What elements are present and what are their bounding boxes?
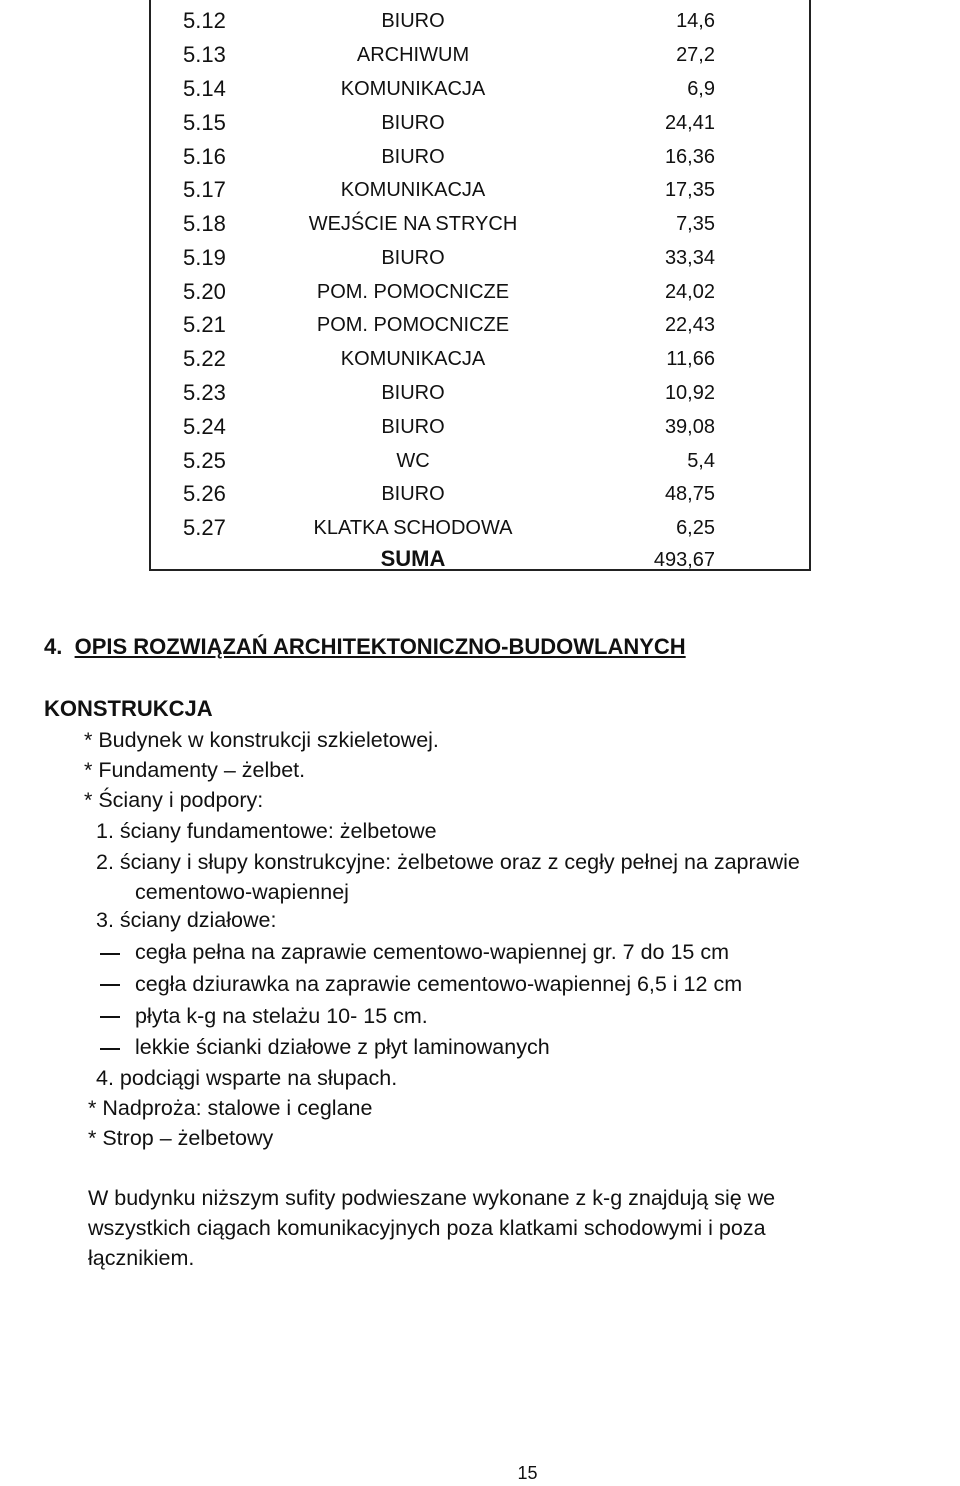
rooms-table [149, 0, 811, 571]
room-name: KOMUNIKACJA [340, 179, 486, 201]
table-row [151, 275, 809, 309]
text-line: * Budynek w konstrukcji szkieletowej. [84, 728, 439, 752]
room-area: 6,9 [687, 78, 715, 100]
room-area: 6,25 [676, 517, 715, 539]
paragraph-line: W budynku niższym sufity podwieszane wykonane z k-g znajdują się we [88, 1186, 776, 1210]
room-name: BIURO [381, 10, 445, 32]
room-number: 5.16 [183, 144, 226, 169]
sub-list-item: cegła pełna na zaprawie cementowo-wapiennej gr. 7 do 15 cm [135, 940, 730, 964]
table-row [151, 308, 809, 342]
room-name: KOMUNIKACJA [340, 348, 486, 370]
room-area: 17,35 [664, 179, 715, 201]
room-number: 5.14 [183, 76, 226, 101]
room-name: KOMUNIKACJA [340, 78, 486, 100]
section-title: OPIS ROZWIĄZAŃ ARCHITEKTONICZNO-BUDOWLANYCH [74, 634, 686, 659]
page-number: 15 [517, 1463, 538, 1483]
room-area: 5,4 [687, 450, 715, 472]
list-item: 3. ściany działowe: [96, 908, 277, 932]
room-name: BIURO [381, 146, 445, 168]
sub-list-item: płyta k-g na stelażu 10- 15 cm. [135, 1004, 428, 1028]
dash-bullet-icon [100, 984, 120, 986]
room-area: 7,35 [676, 213, 715, 235]
room-number: 5.24 [183, 414, 226, 439]
table-row [151, 4, 809, 38]
sub-list-item: cegła dziurawka na zaprawie cementowo-wapiennej 6,5 i 12 cm [135, 972, 743, 996]
room-area: 24,41 [664, 112, 715, 134]
table-row [151, 72, 809, 106]
room-number: 5.27 [183, 515, 226, 540]
table-row [151, 410, 809, 444]
room-number: 5.23 [183, 380, 226, 405]
room-area: 14,6 [676, 10, 715, 32]
room-name: BIURO [381, 247, 445, 269]
room-number: 5.19 [183, 245, 226, 270]
room-number: 5.12 [183, 8, 226, 33]
paragraph-line: łącznikiem. [88, 1246, 195, 1270]
dash-bullet-icon [100, 1048, 120, 1050]
section-number: 4. [44, 634, 63, 659]
room-area: 10,92 [664, 382, 715, 404]
text-line: * Ściany i podpory: [84, 788, 264, 812]
table-row [151, 106, 809, 140]
room-number: 5.18 [183, 211, 226, 236]
list-item: 2. ściany i słupy konstrukcyjne: żelbetowe oraz z cegły pełnej na zaprawie [96, 850, 800, 874]
text-line: * Nadproża: stalowe i ceglane [88, 1096, 373, 1120]
table-row [151, 173, 809, 207]
room-name: KLATKA SCHODOWA [313, 517, 513, 539]
table-row [151, 38, 809, 72]
room-name: POM. POMOCNICZE [316, 281, 510, 303]
section-heading [44, 634, 686, 660]
room-area: 16,36 [664, 146, 715, 168]
room-name: BIURO [381, 483, 445, 505]
sum-row [151, 543, 809, 577]
list-item-continuation: cementowo-wapiennej [135, 880, 349, 904]
table-row [151, 444, 809, 478]
paragraph-line: wszystkich ciągach komunikacyjnych poza klatkami schodowymi i poza [88, 1216, 766, 1240]
dash-bullet-icon [100, 953, 120, 955]
room-name: ARCHIWUM [356, 44, 470, 66]
room-area: 22,43 [664, 314, 715, 336]
room-name: WC [396, 450, 430, 472]
room-number: 5.26 [183, 481, 226, 506]
room-area: 11,66 [666, 348, 715, 370]
table-row [151, 140, 809, 174]
dash-bullet-icon [100, 1016, 120, 1018]
table-row [151, 511, 809, 545]
room-number: 5.17 [183, 177, 226, 202]
room-area: 48,75 [664, 483, 715, 505]
table-row [151, 376, 809, 410]
table-row [151, 477, 809, 511]
table-row [151, 207, 809, 241]
room-name: BIURO [381, 112, 445, 134]
room-number: 5.25 [183, 448, 226, 473]
table-row [151, 342, 809, 376]
room-area: 39,08 [664, 416, 715, 438]
room-name: BIURO [381, 416, 445, 438]
room-name: BIURO [381, 382, 445, 404]
sum-label: SUMA [380, 546, 446, 571]
room-area: 33,34 [664, 247, 715, 269]
list-item: 1. ściany fundamentowe: żelbetowe [96, 819, 437, 843]
room-name: POM. POMOCNICZE [316, 314, 510, 336]
room-area: 24,02 [664, 281, 715, 303]
room-name: WEJŚCIE NA STRYCH [308, 213, 518, 235]
room-number: 5.21 [183, 312, 226, 337]
sum-value: 493,67 [653, 549, 715, 571]
table-row [151, 241, 809, 275]
room-number: 5.13 [183, 42, 226, 67]
room-number: 5.20 [183, 279, 226, 304]
room-number: 5.22 [183, 346, 226, 371]
list-item: 4. podciągi wsparte na słupach. [96, 1066, 398, 1090]
text-line: * Strop – żelbetowy [88, 1126, 274, 1150]
room-number: 5.15 [183, 110, 226, 135]
sub-list-item: lekkie ścianki działowe z płyt laminowanych [135, 1035, 550, 1059]
room-area: 27,2 [676, 44, 715, 66]
text-line: * Fundamenty – żelbet. [84, 758, 306, 782]
section-subtitle: KONSTRUKCJA [44, 696, 213, 721]
